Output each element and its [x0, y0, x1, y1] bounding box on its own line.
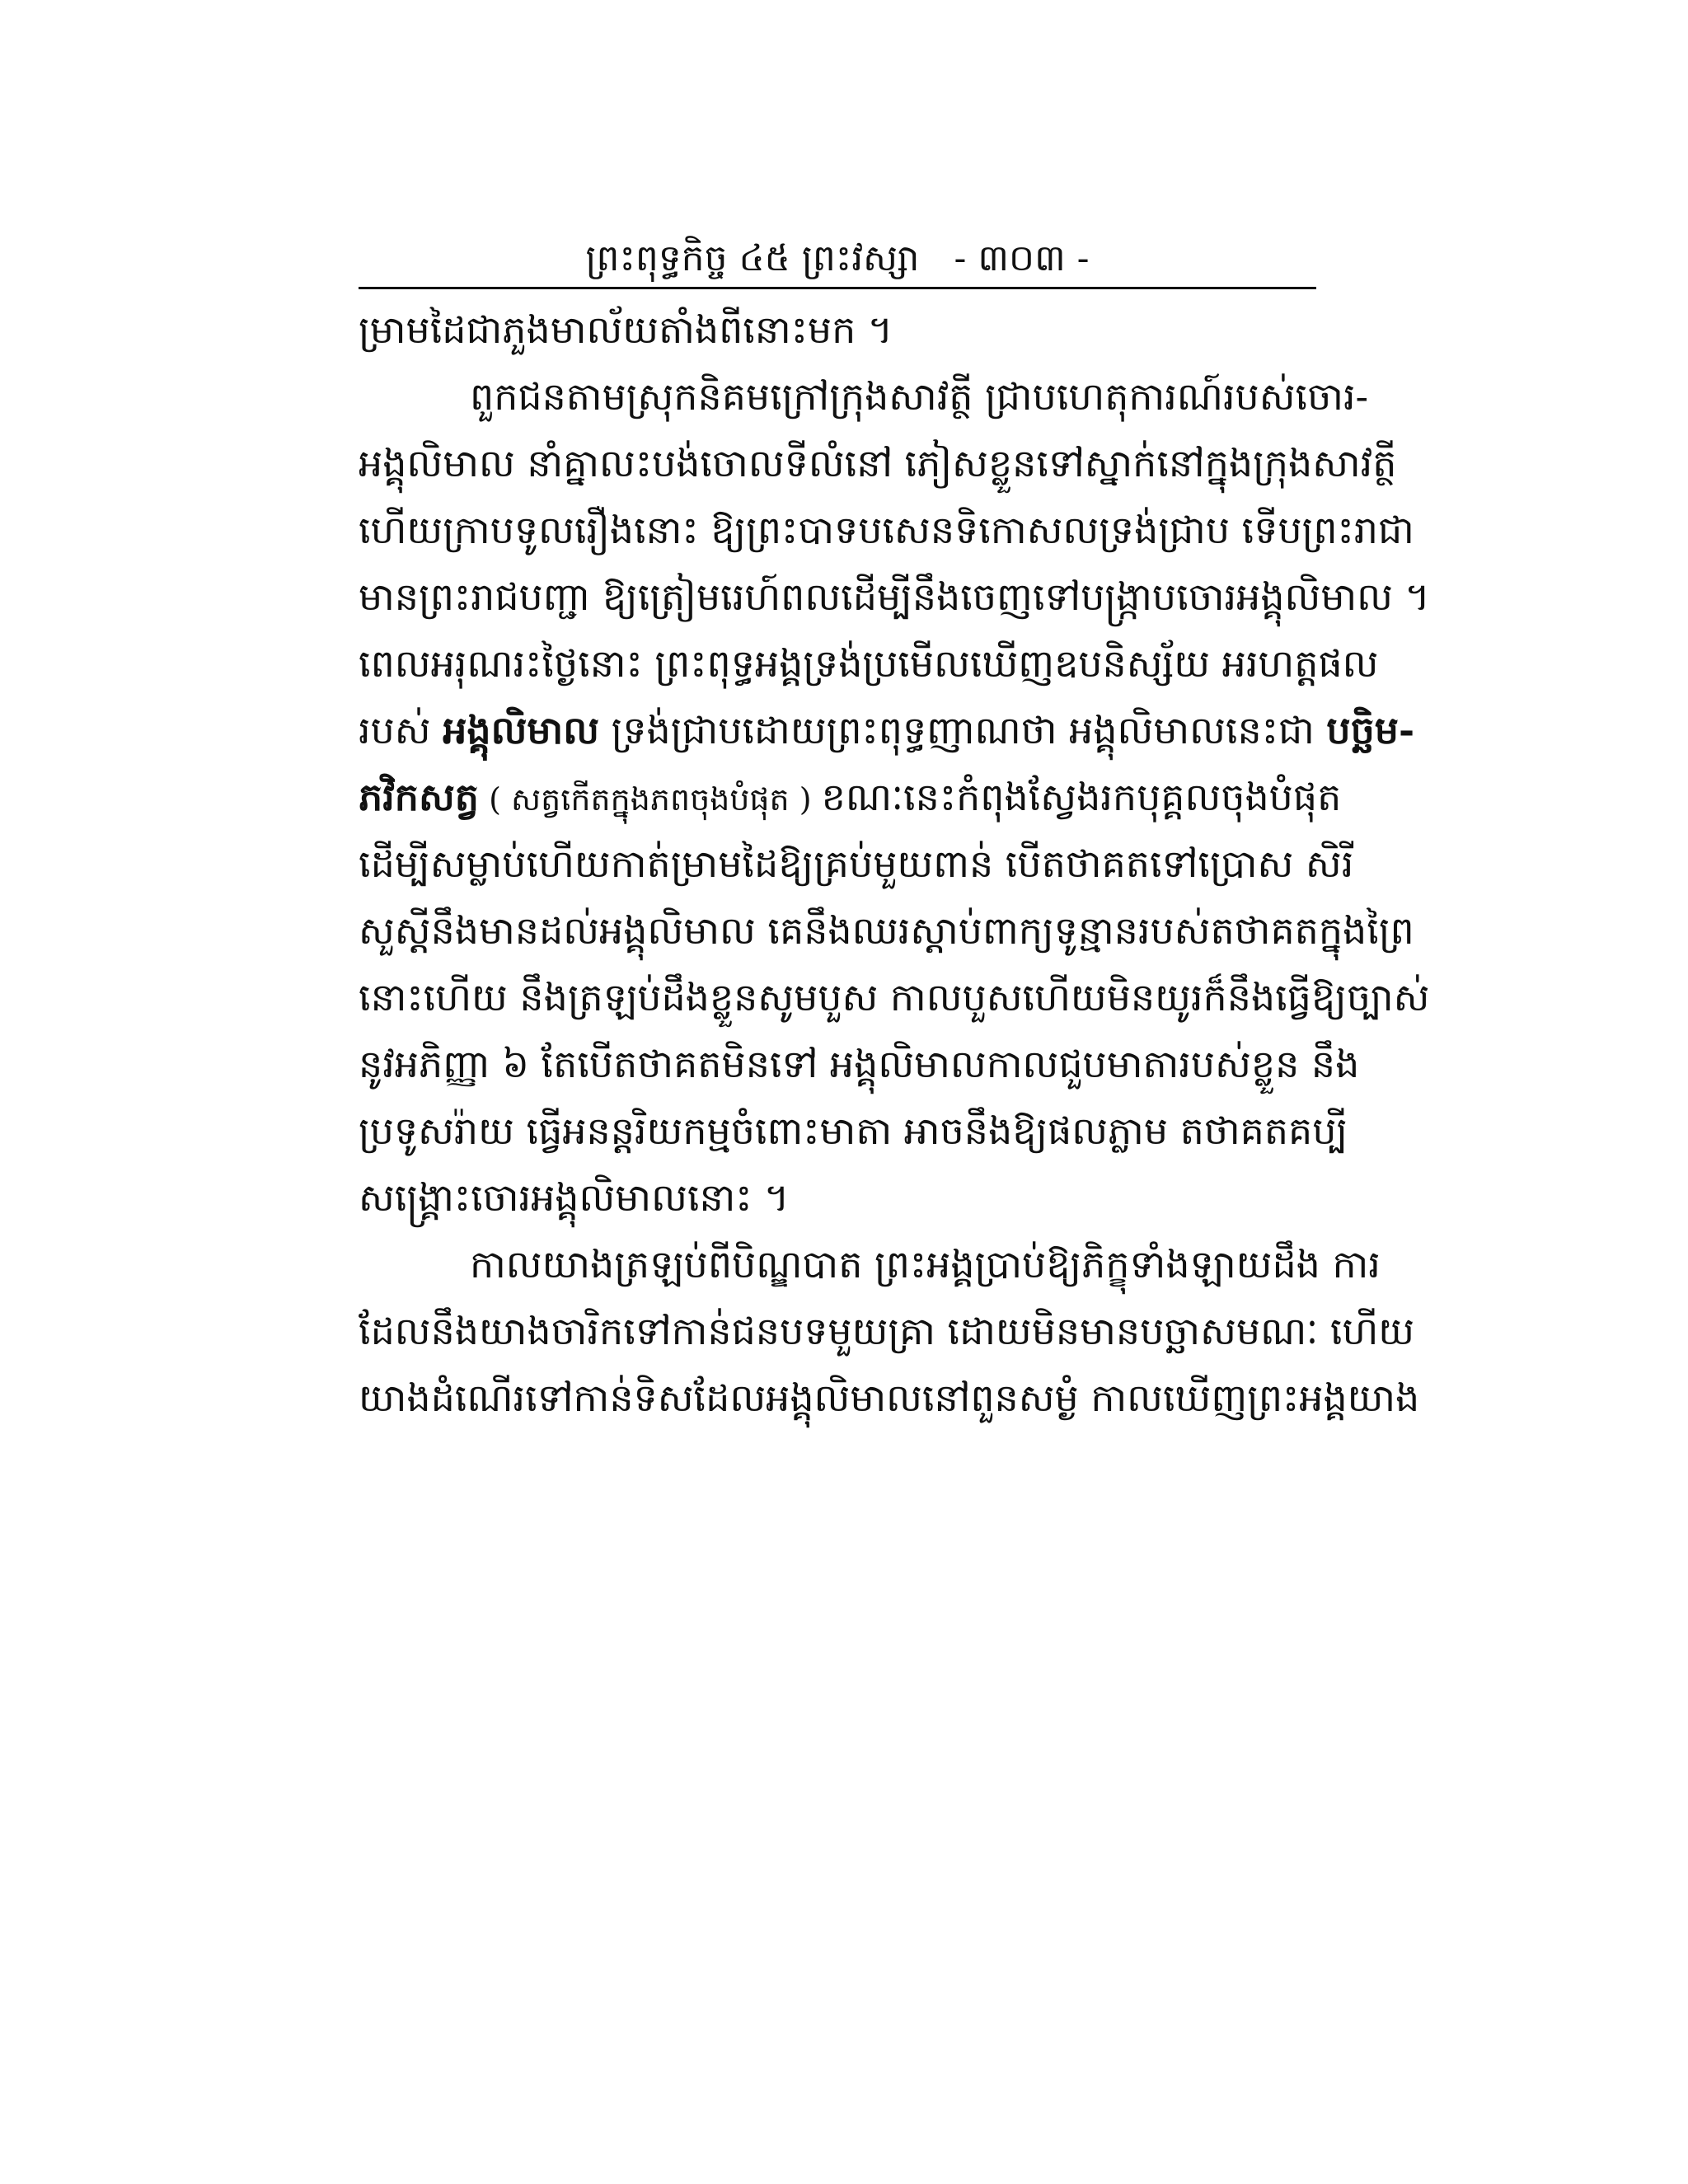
text-line: នោះហើយ នឹងត្រឡប់ដឹងខ្លួនសូមបួស កាលបួសហើយមិនយូរក៏នឹងធ្វើឱ្យច្បាស់: [359, 975, 1430, 1019]
book-title: ព្រះពុទ្ធកិច្ច ៤៥ ព្រះវស្សា: [585, 237, 920, 279]
running-header: [359, 233, 1316, 284]
text-line: ហើយក្រាបទូលរឿងនោះ ឱ្យព្រះបាទបសេនទិកោសលទ្រង់ជ្រាប ទើបព្រះរាជា: [359, 508, 1414, 552]
paragraph-last-line: សង្គ្រោះចោរអង្គុលិមាលនោះ ។: [359, 1175, 790, 1220]
header-rule: [359, 287, 1316, 289]
bold-term: បច្ឆិម-: [1326, 708, 1415, 752]
text-line: ប្រទូសរ៉ាយ ធ្វើអនន្តរិយកម្មចំពោះមាតា អាចនឹងឱ្យផលភ្លាម តថាគតគប្បី: [359, 1108, 1348, 1153]
bold-term: ភវិកសត្វ: [359, 775, 479, 819]
text-line: អង្គុលិមាល នាំគ្នាលះបង់ចោលទីលំនៅ ភៀសខ្លួនទៅស្នាក់នៅក្នុងក្រុងសាវត្ថី: [359, 441, 1397, 485]
paragraph-first-line: កាលយាងត្រឡប់ពីបិណ្ឌបាត ព្រះអង្គប្រាប់ឱ្យភិក្ខុទាំងឡាយដឹង ការ: [470, 1242, 1381, 1286]
text-line: ដើម្បីសម្លាប់ហើយកាត់ម្រាមដៃឱ្យគ្រប់មួយពាន់ បើតថាគតទៅប្រោស សិរី: [359, 841, 1354, 886]
text-line: ពេលអរុណរះថ្ងៃនោះ ព្រះពុទ្ធអង្គទ្រង់ប្រមើលឃើញឧបនិស្ស័យ អរហត្តផល: [359, 641, 1379, 686]
text-line: [359, 764, 1342, 831]
text-line: យាងដំណើរទៅកាន់ទិសដែលអង្គុលិមាលនៅពួនសម្ងំ កាលឃើញព្រះអង្គយាង: [359, 1376, 1420, 1420]
text-line: ដែលនឹងយាងចារិកទៅកាន់ជនបទមួយគ្រា ដោយមិនមានបច្ឆាសមណៈ ហើយ: [359, 1309, 1415, 1353]
paragraph-first-line: ពួកជនតាមស្រុកនិគមក្រៅក្រុងសាវត្ថី ជ្រាបហេតុការណ៍របស់ចោរ-: [470, 374, 1369, 419]
body-text: [359, 297, 1430, 1432]
text-line: ម្រាមដៃជាភួងមាល័យតាំងពីនោះមក ។: [359, 307, 893, 352]
text-line: [359, 697, 1415, 764]
text-line: នូវអភិញ្ញា ៦ តែបើតថាគតមិនទៅ អង្គុលិមាលកាលជួបមាតារបស់ខ្លួន នឹង: [359, 1042, 1360, 1086]
text-run: ខណៈនេះកំពុងស្វែងរកបុគ្គលចុងបំផុត: [821, 775, 1342, 819]
text-run: ទ្រង់ជ្រាបដោយព្រះពុទ្ធញាណថា អង្គុលិមាលនេះជា: [599, 708, 1327, 752]
text-line: សួស្តីនឹងមានដល់អង្គុលិមាល គេនឹងឈរស្តាប់ពាក្យទូន្មានរបស់តថាគតក្នុងព្រៃ: [359, 908, 1414, 953]
bold-term: អង្គុលិមាល: [443, 708, 600, 752]
text-line: មានព្រះរាជបញ្ជា ឱ្យត្រៀមរេហ៍ពលដើម្បីនឹងចេញទៅបង្ក្រាបចោរអង្គុលិមាល ។: [359, 574, 1430, 619]
parenthetical-gloss: ( សត្វកើតក្នុងភពចុងបំផុត ): [479, 781, 822, 818]
text-run: របស់: [359, 708, 443, 752]
page-number: - ៣០៣ -: [954, 237, 1090, 279]
